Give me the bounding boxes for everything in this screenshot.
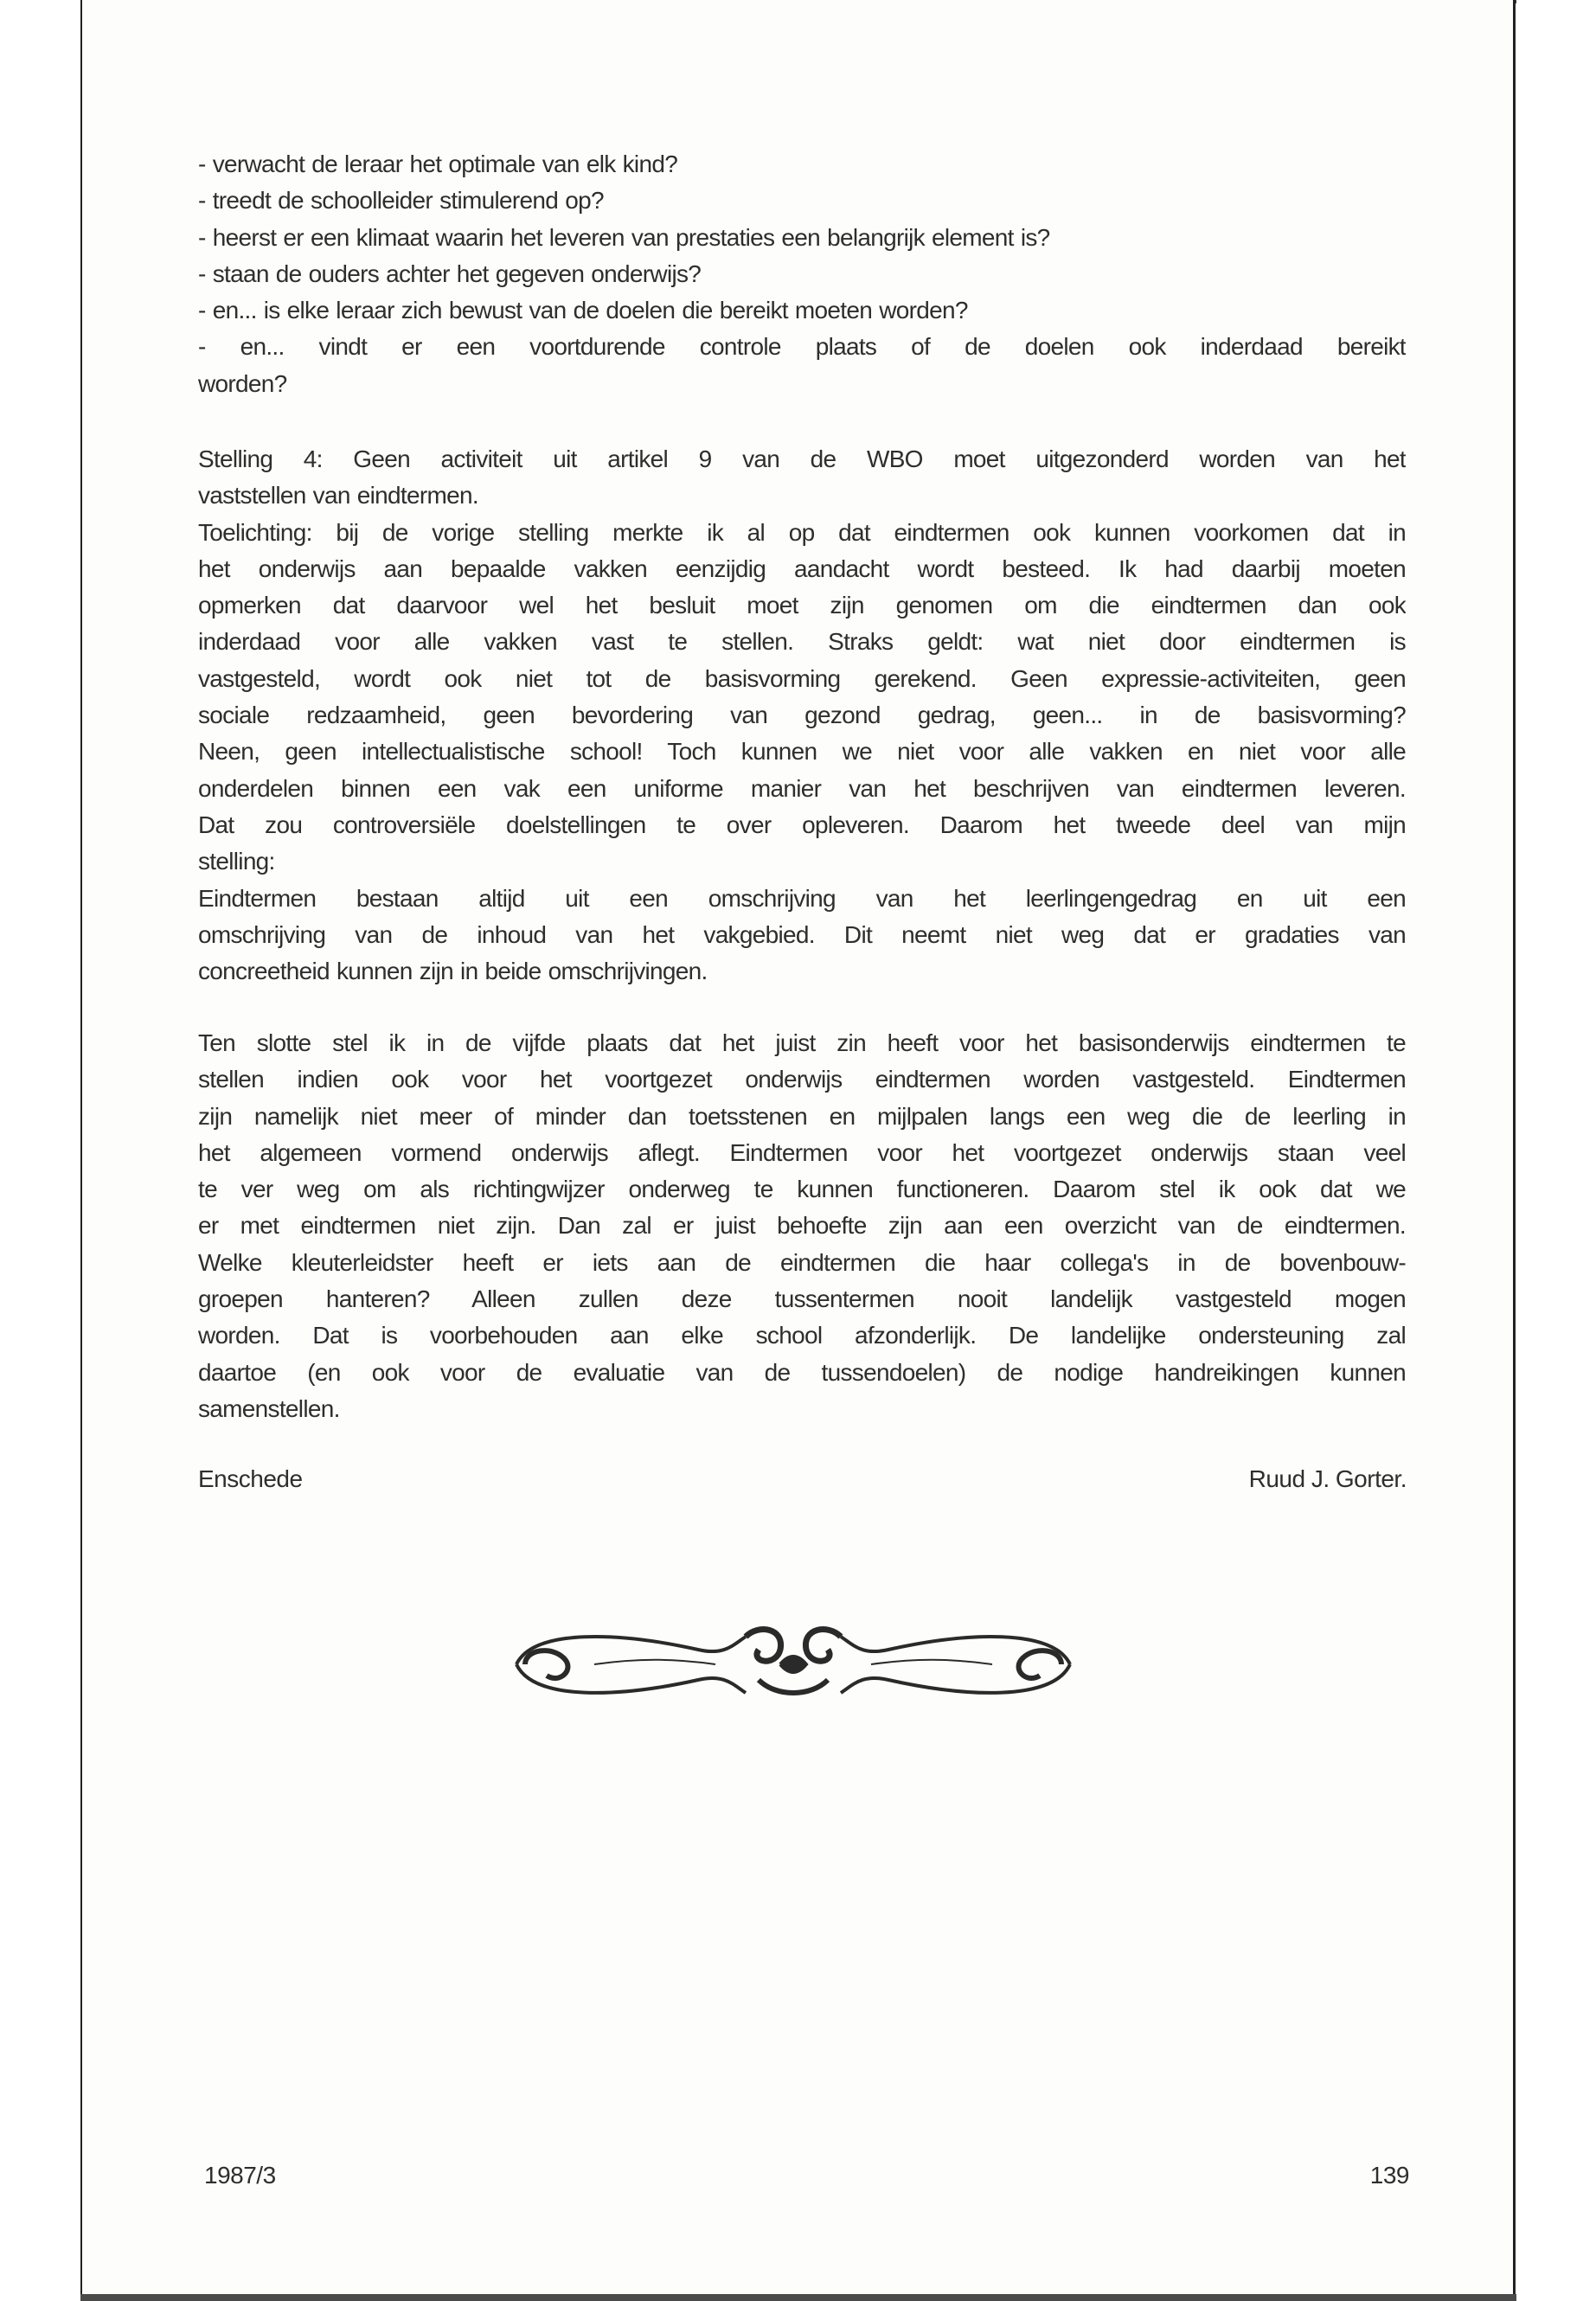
text-line: stellen indien ook voor het voortgezet onderwijs eindtermen worden vastgesteld. Eindtermen <box>198 1066 1406 1093</box>
text-line: te ver weg om als richtingwijzer onderweg te kunnen functioneren. Daarom stel ik ook dat we <box>198 1176 1406 1203</box>
text-line: vaststellen van eindtermen. <box>198 482 478 510</box>
text-line: Welke kleuterleidster heeft er iets aan de eindtermen die haar collega's in de bovenbouw- <box>198 1248 1406 1276</box>
text-line: daartoe (en ook voor de evaluatie van de tussendoelen) de nodige handreikingen kunnen <box>198 1358 1406 1386</box>
text-line: er met eindtermen niet zijn. Dan zal er juist behoefte zijn aan een overzicht van de eindtermen. <box>198 1212 1406 1240</box>
text-line: zijn namelijk niet meer of minder dan toetsstenen en mijlpalen langs een weg die de leerling in <box>198 1102 1406 1130</box>
closing-paragraph <box>198 1025 1406 1427</box>
paragraph <box>198 881 1406 990</box>
paragraph <box>198 256 1406 292</box>
text-line: Neen, geen intellectualistische school! Toch kunnen we niet voor alle vakken en niet voor alle <box>198 738 1406 766</box>
text-line: sociale redzaamheid, geen bevordering van gezond gedrag, geen... in de basisvorming? <box>198 702 1406 729</box>
text-line: - treedt de schoolleider stimulerend op? <box>198 187 604 215</box>
text-line: concreetheid kunnen zijn in beide omschrijvingen. <box>198 958 708 985</box>
text-line: omschrijving van de inhoud van het vakgebied. Dit neemt niet weg dat er gradaties van <box>198 920 1406 948</box>
stelling-4-section <box>198 441 1406 990</box>
text-line: Stelling 4: Geen activiteit uit artikel 9 van de WBO moet uitgezonderd worden van het <box>198 445 1406 472</box>
text-line: - staan de ouders achter het gegeven onderwijs? <box>198 260 702 287</box>
decorative-scroll-ornament-icon <box>499 1611 1087 1719</box>
text-line: inderdaad voor alle vakken vast te stellen. Straks geldt: wat niet door eindtermen is <box>198 628 1406 656</box>
paragraph <box>198 183 1406 219</box>
text-line: het onderwijs aan bepaalde vakken eenzijdig aandacht wordt besteed. Ik had daarbij moeten <box>198 554 1406 582</box>
author: Ruud J. Gorter. <box>1248 1465 1407 1492</box>
place: Enschede <box>198 1465 303 1492</box>
text-line: - heerst er een klimaat waarin het leveren van prestaties een belangrijk element is? <box>198 223 1050 251</box>
text-line: - en... vindt er een voortdurende controle plaats of de doelen ook inderdaad bereikt <box>198 333 1406 361</box>
text-line: worden? <box>198 369 287 397</box>
text-line: vastgesteld, wordt ook niet tot de basisvorming gerekend. Geen expressie-activiteiten, geen <box>198 664 1406 692</box>
text-line: opmerken dat daarvoor wel het besluit moet zijn genomen om die eindtermen dan ook <box>198 592 1406 619</box>
paragraph <box>198 329 1406 402</box>
paragraph <box>198 292 1406 329</box>
paragraph <box>198 220 1406 256</box>
paragraph <box>198 515 1406 881</box>
issue-number: 1987/3 <box>204 2162 276 2189</box>
paragraph <box>198 441 1406 515</box>
text-line: stelling: <box>198 848 275 875</box>
text-line: worden. Dat is voorbehouden aan elke school afzonderlijk. De landelijke ondersteuning zal <box>198 1322 1406 1349</box>
text-line: - verwacht de leraar het optimale van elk kind? <box>198 151 678 177</box>
bullet-questions <box>198 146 1406 402</box>
text-line: - en... is elke leraar zich bewust van de doelen die bereikt moeten worden? <box>198 297 968 324</box>
text-line: groepen hanteren? Alleen zullen deze tussentermen nooit landelijk vastgesteld mogen <box>198 1285 1406 1313</box>
text-line: Dat zou controversiële doelstellingen te over opleveren. Daarom het tweede deel van mijn <box>198 811 1406 838</box>
page-number: 139 <box>1369 2162 1409 2189</box>
text-line: onderdelen binnen een vak een uniforme manier van het beschrijven van eindtermen leveren. <box>198 774 1406 802</box>
text-line: Toelichting: bij de vorige stelling merkte ik al op dat eindtermen ook kunnen voorkomen dat in <box>198 518 1406 546</box>
scan-border-bottom <box>80 2294 1516 2301</box>
text-line: Ten slotte stel ik in de vijfde plaats dat het juist zin heeft voor het basisonderwijs eindtermen te <box>198 1029 1406 1056</box>
paragraph <box>198 146 1406 183</box>
text-line: samenstellen. <box>198 1394 340 1422</box>
text-line: het algemeen vormend onderwijs aflegt. Eindtermen voor het voortgezet onderwijs staan veel <box>198 1138 1406 1166</box>
text-line: Eindtermen bestaan altijd uit een omschrijving van het leerlingengedrag en uit een <box>198 884 1406 912</box>
paragraph <box>198 1025 1406 1427</box>
